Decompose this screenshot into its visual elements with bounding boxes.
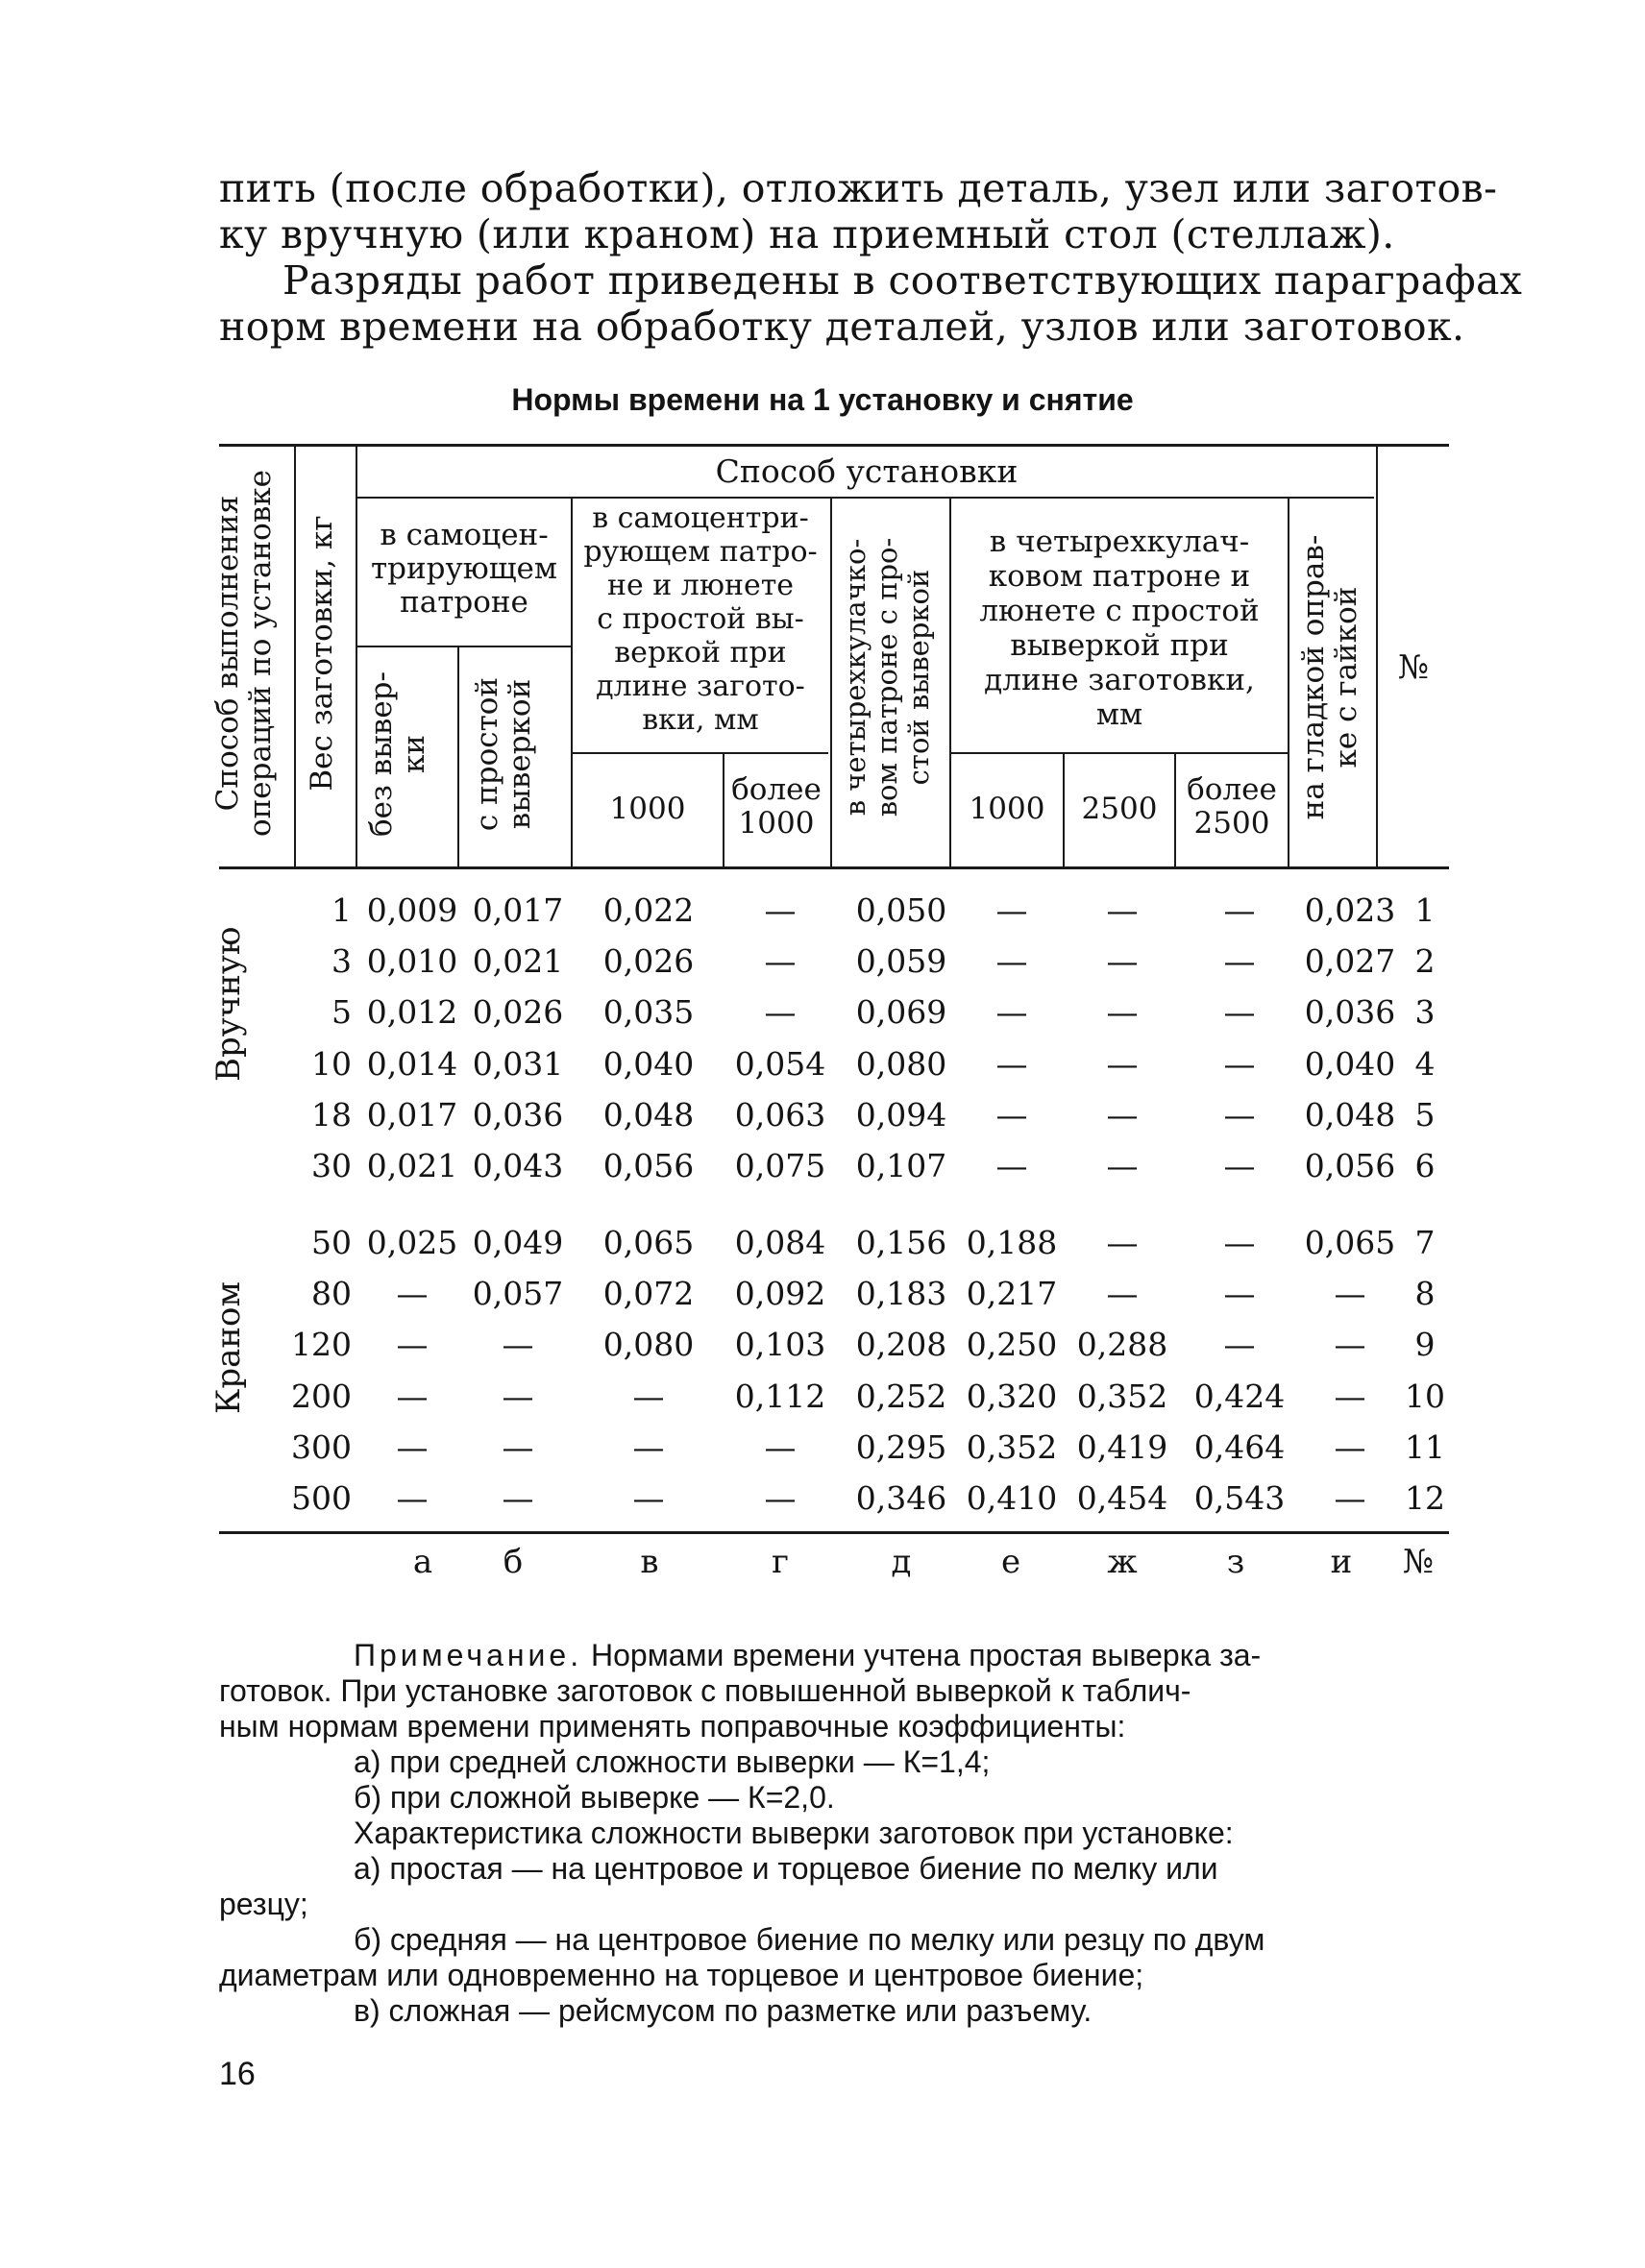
table-cell: 0,009 [366,891,458,929]
table-cell: — [1334,1428,1366,1466]
header-four-jaw-steady: в четырехкулач- ковом патроне и люнете с простой выверкой при длине заготовки, мм [979,524,1260,732]
table-cell: 0,026 [472,993,564,1031]
table-cell: 0,107 [855,1147,947,1184]
row-number-cell: 11 [1405,1428,1445,1466]
note [219,1638,1459,2029]
table-cell: — [1223,942,1256,980]
table-cell: — [632,1378,665,1415]
table-cell: — [502,1378,534,1415]
header-len-1000: 1000 [609,792,686,826]
row-number-cell: 3 [1414,993,1436,1031]
table-cell: — [995,1147,1028,1184]
table-cell: 0,017 [366,1096,458,1134]
header-self-centering: в самоцен- трирующем патроне [370,518,557,620]
table-cell: — [502,1326,534,1363]
header-rule [951,752,1288,754]
table-cell: — [764,993,797,1031]
table-cell: 0,156 [855,1224,947,1261]
header-rule [357,646,571,647]
table-cell: 0,084 [734,1224,826,1261]
col-rule [356,444,357,866]
table-cell: — [396,1378,429,1415]
intro-text [219,165,1523,350]
note-line: б) средняя — на центровое биение по мелку или резцу по двум [354,1922,1265,1957]
table-cell: 0,424 [1193,1378,1286,1415]
table-cell: — [502,1428,534,1466]
header-rule [357,497,1374,499]
table-cell: — [1106,1096,1139,1134]
row-number-cell: 2 [1414,942,1436,980]
table-cell: — [1223,993,1256,1031]
header-four-jaw: в четырехкулачко- вом патроне с про- стой выверкой [839,537,935,817]
weight-cell: 500 [291,1479,352,1517]
table-cell: 0,036 [1304,993,1396,1031]
group-crane: Краном [209,1281,248,1414]
table-cell: — [632,1479,665,1517]
table-cell: — [995,942,1028,980]
note-line: резцу; [219,1887,308,1921]
table-cell: 0,208 [855,1326,947,1363]
note-line: а) простая — на центровое и торцевое биение по мелку или [354,1851,1218,1886]
table-cell: 0,040 [1304,1045,1396,1083]
header-more-1000: более 1000 [731,772,822,841]
table-cell: 0,543 [1193,1479,1286,1517]
intro-line: ку вручную (или краном) на приемный стол (стеллаж). [219,211,1395,257]
table-cell: 0,056 [1304,1147,1396,1184]
row-number-cell: 10 [1405,1378,1445,1415]
weight-cell: 120 [291,1326,352,1363]
table-cell: 0,419 [1076,1428,1168,1466]
table-cell: 0,080 [602,1326,695,1363]
table-cell: — [396,1275,429,1312]
weight-cell: 200 [291,1378,352,1415]
table-cell: 0,048 [602,1096,695,1134]
table-cell: 0,022 [602,891,695,929]
note-line: диаметрам или одновременно на торцевое и центровое биение; [219,1958,1144,1992]
table-cell: 0,094 [855,1096,947,1134]
note-line: Нормами времени учтена простая выверка за- [582,1638,1262,1672]
row-number-cell: 4 [1414,1045,1436,1083]
column-letter: № [1402,1543,1435,1581]
header-method: Способ выполнения операций по установке [210,469,278,838]
table-cell: — [1106,1224,1139,1261]
row-number-cell: 12 [1405,1479,1445,1517]
weight-cell: 1 [331,891,352,929]
table-cell: 0,012 [366,993,458,1031]
weight-cell: 5 [331,993,352,1031]
table-cell: 0,295 [855,1428,947,1466]
table-cell: 0,065 [1304,1224,1396,1261]
intro-line: норм времени на обработку деталей, узлов или заготовок. [219,304,1465,350]
column-letter: и [1330,1543,1353,1581]
row-number-cell: 1 [1414,891,1436,929]
col-rule [830,497,832,866]
table-cell: — [632,1428,665,1466]
table-cell: 0,031 [472,1045,564,1083]
table-cell: 0,054 [734,1045,826,1083]
table-cell: — [1106,1275,1139,1312]
column-letter: з [1226,1543,1245,1581]
table-cell: — [995,1096,1028,1134]
intro-line: Разряды работ приведены в соответствующих параграфах [282,257,1523,304]
table-cell: 0,010 [366,942,458,980]
weight-cell: 300 [291,1428,352,1466]
table-cell: 0,025 [366,1224,458,1261]
column-letter: ж [1107,1543,1138,1581]
note-label: Примечание. [354,1638,583,1672]
header-rule [573,752,828,754]
note-line: ным нормам времени применять поправочные коэффициенты: [219,1709,1126,1744]
table-cell: 0,069 [855,993,947,1031]
weight-cell: 30 [311,1147,352,1184]
table-cell: 0,288 [1076,1326,1168,1363]
table-cell: 0,075 [734,1147,826,1184]
weight-cell: 80 [311,1275,352,1312]
row-number-cell: 9 [1414,1326,1436,1363]
table-cell: — [502,1479,534,1517]
table-cell: 0,036 [472,1096,564,1134]
table-cell: 0,050 [855,891,947,929]
table-cell: 0,464 [1193,1428,1286,1466]
table-cell: — [396,1428,429,1466]
table-cell: 0,043 [472,1147,564,1184]
table-cell: — [1223,1326,1256,1363]
table-cell: 0,063 [734,1096,826,1134]
table-cell: 0,092 [734,1275,826,1312]
col-rule [1288,497,1289,866]
column-letter: б [503,1543,524,1581]
header-simple-alignment: с простой выверкой [470,676,537,832]
weight-cell: 18 [311,1096,352,1134]
table-cell: — [1106,942,1139,980]
table-cell: 0,217 [966,1275,1058,1312]
table-cell: 0,014 [366,1045,458,1083]
table-cell: 0,080 [855,1045,947,1083]
table-title: Нормы времени на 1 установку и снятие [511,382,1134,417]
header-num: № [1397,648,1430,687]
table-cell: — [1223,1275,1256,1312]
header-weight: Вес заготовки, кг [305,515,339,792]
group-manual: Вручную [209,926,248,1082]
table-cell: — [995,993,1028,1031]
table-cell: 0,057 [472,1275,564,1312]
table-top-rule [219,444,1449,447]
table-cell: — [1106,891,1139,929]
table-cell: — [396,1479,429,1517]
column-letter: д [891,1543,912,1581]
table-cell: — [764,942,797,980]
table-cell: — [764,891,797,929]
row-number-cell: 6 [1414,1147,1436,1184]
table-cell: 0,048 [1304,1096,1396,1134]
table-cell: 0,103 [734,1326,826,1363]
table-cell: 0,250 [966,1326,1058,1363]
table-bottom-rule [219,1531,1449,1534]
table-cell: 0,021 [366,1147,458,1184]
table-cell: 0,346 [855,1479,947,1517]
table-cell: — [1223,1096,1256,1134]
table-cell: 0,183 [855,1275,947,1312]
table-cell: — [1223,891,1256,929]
page-number: 16 [219,2056,256,2092]
table-cell: 0,352 [966,1428,1058,1466]
table-cell: 0,027 [1304,942,1396,980]
intro-line: пить (после обработки), отложить деталь, узел или заготов- [219,165,1498,211]
table-cell: — [1223,1045,1256,1083]
column-letter: в [640,1543,659,1581]
weight-cell: 10 [311,1045,352,1083]
note-line: готовок. При установке заготовок с повышенной выверкой к таблич- [219,1673,1191,1708]
table-cell: 0,059 [855,942,947,980]
table-cell: — [1334,1326,1366,1363]
row-number-cell: 7 [1414,1224,1436,1261]
table-cell: — [1334,1275,1366,1312]
table-cell: 0,040 [602,1045,695,1083]
table-cell: 0,026 [602,942,695,980]
table-cell: — [396,1326,429,1363]
table-cell: 0,021 [472,942,564,980]
weight-cell: 50 [311,1224,352,1261]
table-cell: 0,035 [602,993,695,1031]
table-cell: 0,065 [602,1224,695,1261]
table-cell: 0,454 [1076,1479,1168,1517]
table-cell: 0,049 [472,1224,564,1261]
note-line: б) при сложной выверке — К=2,0. [354,1780,835,1815]
table-cell: 0,056 [602,1147,695,1184]
table-cell: 0,352 [1076,1378,1168,1415]
table-cell: 0,320 [966,1378,1058,1415]
header-mandrel: на гладкой оправ- ке с гайкой [1296,534,1363,820]
table-cell: 0,252 [855,1378,947,1415]
table-cell: 0,112 [734,1378,826,1415]
table-cell: — [1106,993,1139,1031]
note-line: в) сложная — рейсмусом по разметке или разъему. [354,1993,1093,2028]
header-len-1000: 1000 [969,792,1045,826]
col-rule [294,444,296,866]
column-letter: г [772,1543,789,1581]
note-line: Характеристика сложности выверки заготовок при установке: [354,1816,1234,1850]
table-cell: 0,072 [602,1275,695,1312]
table-cell: — [764,1479,797,1517]
header-self-centering-steady: в самоцентри- рующем патро- не и люнете с простой вы- веркой при длине загото- вки, мм [583,501,818,737]
table-cell: — [1223,1147,1256,1184]
table-cell: — [764,1428,797,1466]
column-letter: а [412,1543,433,1581]
table-cell: — [1223,1224,1256,1261]
row-number-cell: 5 [1414,1096,1436,1134]
table-cell: 0,410 [966,1479,1058,1517]
header-more-2500: более 2500 [1187,772,1277,841]
table-cell: — [1106,1045,1139,1083]
header-no-alignment: без вывер- ки [364,671,431,838]
note-line: а) при средней сложности выверки — К=1,4; [354,1744,991,1779]
table-cell: 0,188 [966,1224,1058,1261]
table-cell: — [995,891,1028,929]
header-len-2500: 2500 [1081,792,1158,826]
table-cell: — [1106,1147,1139,1184]
table-cell: 0,017 [472,891,564,929]
weight-cell: 3 [331,942,352,980]
table-cell: — [995,1045,1028,1083]
header-install-method: Способ установки [715,452,1019,490]
table-cell: — [1334,1378,1366,1415]
header-bottom-rule [219,866,1449,869]
table-cell: 0,023 [1304,891,1396,929]
table-cell: — [1334,1479,1366,1517]
row-number-cell: 8 [1414,1275,1436,1312]
col-rule [457,646,459,866]
column-letter: е [1000,1543,1021,1581]
